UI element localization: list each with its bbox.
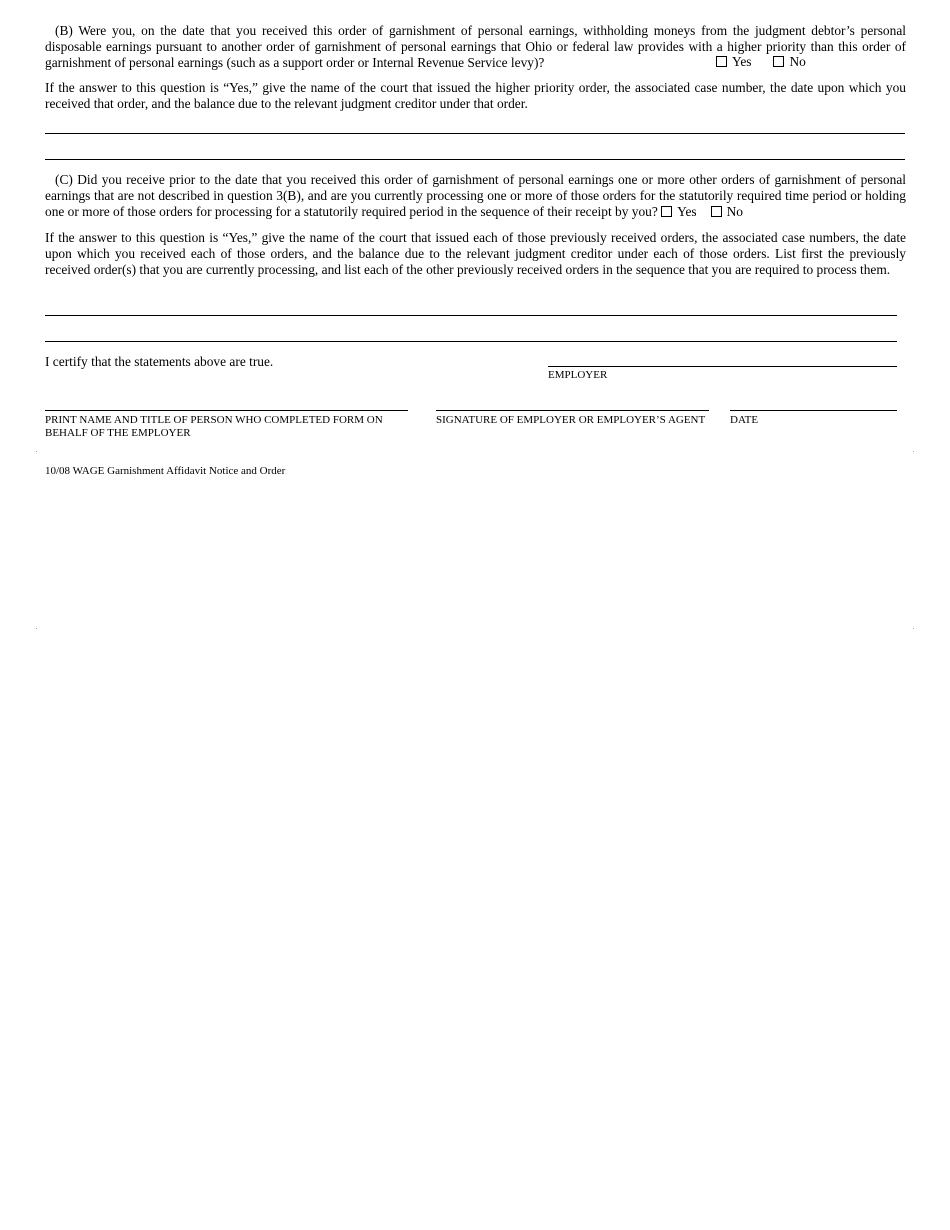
margin-mark xyxy=(36,451,37,452)
print-name-line[interactable] xyxy=(45,410,408,411)
question-c-followup: If the answer to this question is “Yes,” give the name of the court that issued each of those previously received orders, the associated case numbers, the date upon which you received each of those orders, and the balance due to the relevant judgment creditor under each of those orders. List first the previously received order(s) that you are currently processing, and list each of the other previously received orders in the sequence that you are required to process them. xyxy=(45,230,906,277)
print-name-label: PRINT NAME AND TITLE OF PERSON WHO COMPLETED FORM ON BEHALF OF THE EMPLOYER xyxy=(45,414,383,439)
question-c-no-label: No xyxy=(726,204,744,219)
employer-label: EMPLOYER xyxy=(548,369,608,381)
margin-mark xyxy=(913,451,914,452)
question-b-no-label: No xyxy=(789,54,806,69)
question-c-yes-checkbox[interactable] xyxy=(661,206,672,217)
question-b-followup: If the answer to this question is “Yes,” give the name of the court that issued the higher priority order, the associated case number, the date upon which you received that order, and the balance due to the relevant judgment creditor under that order. xyxy=(45,80,906,111)
question-c-yes-label: Yes xyxy=(677,204,697,219)
question-c-answer-line-2[interactable] xyxy=(45,341,897,342)
question-c-yes-option[interactable] xyxy=(661,204,696,219)
question-b-answer-line-2[interactable] xyxy=(45,159,905,160)
question-c-options xyxy=(661,204,743,219)
margin-mark xyxy=(36,628,37,629)
certification-statement: I certify that the statements above are true. xyxy=(45,354,274,369)
margin-mark xyxy=(913,628,914,629)
question-b-no-checkbox[interactable] xyxy=(773,56,784,67)
date-label: DATE xyxy=(730,414,759,426)
signature-label: SIGNATURE OF EMPLOYER OR EMPLOYER’S AGENT xyxy=(436,414,706,426)
employer-line[interactable] xyxy=(548,366,897,367)
date-line[interactable] xyxy=(730,410,897,411)
form-footer-id: 10/08 WAGE Garnishment Affidavit Notice and Order xyxy=(45,465,286,477)
question-b-yes-checkbox[interactable] xyxy=(716,56,727,67)
question-c-answer-line-1[interactable] xyxy=(45,315,897,316)
question-b-body: (B) Were you, on the date that you received this order of garnishment of personal earnings, withholding moneys from the judgment debtor’s personal disposable earnings pursuant to another order of garnishment of personal earnings that Ohio or federal law provides with a higher priority than this order of garnishment of personal earnings (such as a support order or Internal Revenue Service levy)? xyxy=(45,23,906,70)
question-c-no-checkbox[interactable] xyxy=(711,206,722,217)
question-c-text xyxy=(45,172,906,220)
question-b-options xyxy=(716,54,806,70)
question-b-yes-option[interactable] xyxy=(716,54,751,69)
question-c-body: (C) Did you receive prior to the date that you received this order of garnishment of personal earnings one or more other orders of garnishment of personal earnings that are not described in question 3(B), and are you currently processing one or more of those orders for the statutorily required time period or holding one or more of those orders for processing for a statutorily required period in the sequence of their receipt by you? xyxy=(45,172,906,219)
question-b-answer-line-1[interactable] xyxy=(45,133,905,134)
question-b-no-option[interactable] xyxy=(773,54,805,69)
question-b-yes-label: Yes xyxy=(732,54,752,69)
signature-line[interactable] xyxy=(436,410,709,411)
question-c-no-option[interactable] xyxy=(711,204,743,219)
